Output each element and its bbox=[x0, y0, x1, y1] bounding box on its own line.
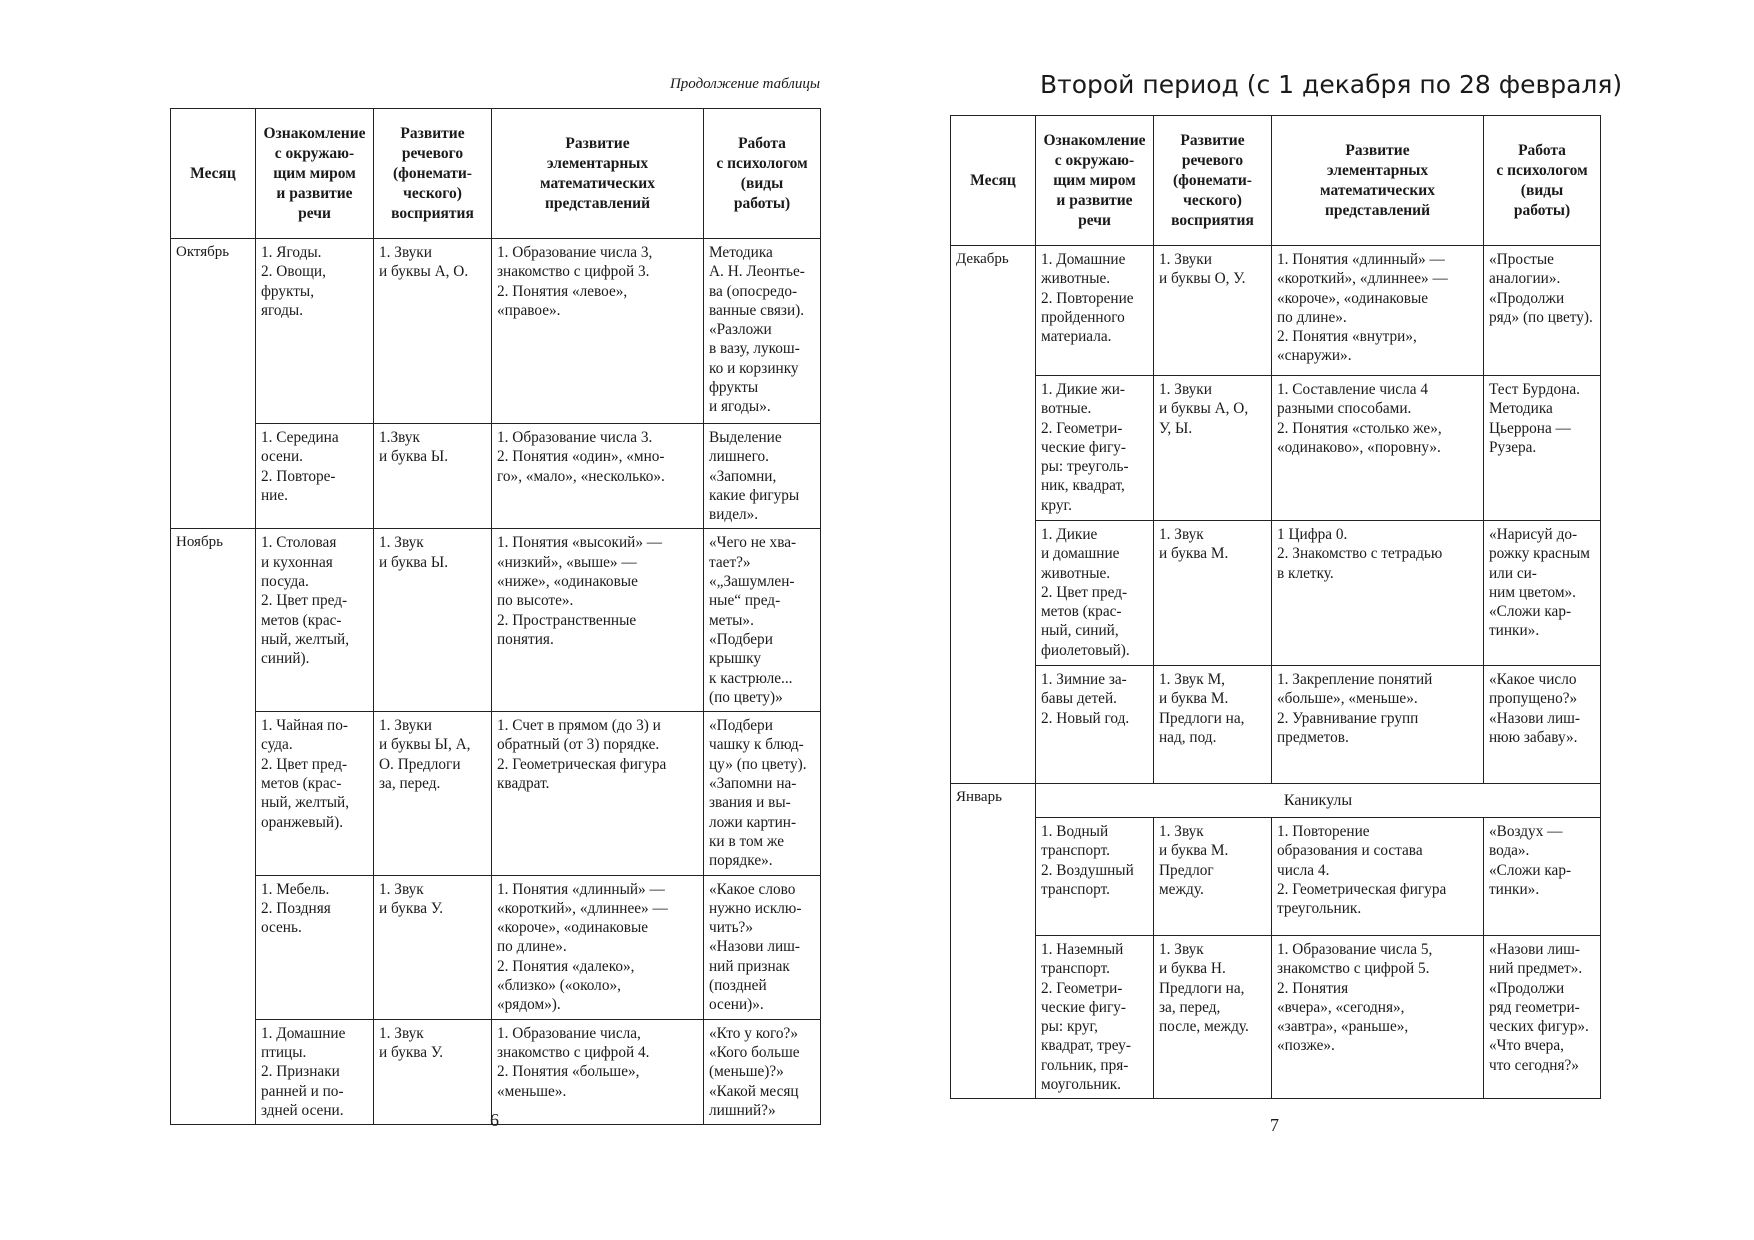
table-row bbox=[171, 529, 821, 712]
phonemic-cell: 1. Звук и буква Н. Предлоги на, за, перед, после, между. bbox=[1154, 936, 1272, 1099]
world-cell: 1. Дикие жи- вотные. 2. Геометри- ческие фигу- ры: треуголь- ник, квадрат, круг. bbox=[1036, 376, 1154, 521]
header-math: Развитие элементарных математических представлений bbox=[1272, 116, 1484, 246]
header-phonemic: Развитие речевого (фонемати- ческого) восприятия bbox=[374, 109, 492, 239]
psych-cell: «Какое слово нужно исклю- чить?» «Назови лиш- ний признак (поздней осени)». bbox=[704, 875, 821, 1019]
phonemic-cell: 1. Звуки и буквы А, О, У, Ы. bbox=[1154, 376, 1272, 521]
math-cell: 1 Цифра 0. 2. Знакомство с тетрадью в клетку. bbox=[1272, 521, 1484, 666]
psych-cell: Методика А. Н. Леонтье- ва (опосредо- ванные связи). «Разложи в вазу, лукош- ко и корзинку фрукты и ягоды». bbox=[704, 239, 821, 424]
month-cell: Январь bbox=[951, 784, 1036, 1099]
math-cell: 1. Составление числа 4 разными способами. 2. Понятия «столько же», «одинаково», «поровну». bbox=[1272, 376, 1484, 521]
math-cell: 1. Понятия «длинный» — «короткий», «длиннее» — «короче», «одинаковые по длине». 2. Понятия «далеко», «близко» («около», «рядом»). bbox=[492, 875, 704, 1019]
psych-cell: «Воздух — вода». «Сложи кар- тинки». bbox=[1484, 818, 1601, 936]
phonemic-cell: 1. Звуки и буквы О, У. bbox=[1154, 246, 1272, 376]
phonemic-cell: 1. Звук и буква У. bbox=[374, 1019, 492, 1124]
header-world: Ознакомление с окружаю- щим миром и развитие речи bbox=[256, 109, 374, 239]
page-number: 7 bbox=[1270, 1115, 1279, 1135]
header-math: Развитие элементарных математических представлений bbox=[492, 109, 704, 239]
plan-table-left bbox=[170, 108, 821, 1125]
plan-table-right bbox=[950, 115, 1601, 1099]
math-cell: 1. Образование числа 3, знакомство с цифрой 3. 2. Понятия «левое», «правое». bbox=[492, 239, 704, 424]
math-cell: 1. Счет в прямом (до 3) и обратный (от 3) порядке. 2. Геометрическая фигура квадрат. bbox=[492, 712, 704, 875]
table-row bbox=[951, 521, 1601, 666]
month-cell: Октябрь bbox=[171, 239, 256, 529]
phonemic-cell: 1. Звук и буква М. Предлог между. bbox=[1154, 818, 1272, 936]
psych-cell: Тест Бурдона. Методика Цьеррона — Рузера. bbox=[1484, 376, 1601, 521]
table-row bbox=[171, 712, 821, 875]
page-number: 6 bbox=[490, 1110, 499, 1130]
phonemic-cell: 1. Звук М, и буква М. Предлоги на, над, под. bbox=[1154, 666, 1272, 784]
header-month: Месяц bbox=[171, 109, 256, 239]
table-row bbox=[951, 666, 1601, 784]
header-row bbox=[951, 116, 1601, 246]
world-cell: 1. Дикие и домашние животные. 2. Цвет пред- метов (крас- ный, синий, фиолетовый). bbox=[1036, 521, 1154, 666]
math-cell: 1. Образование числа 5, знакомство с цифрой 5. 2. Понятия «вчера», «сегодня», «завтра», «раньше», «позже». bbox=[1272, 936, 1484, 1099]
math-cell: 1. Повторение образования и состава числа 4. 2. Геометрическая фигура треугольник. bbox=[1272, 818, 1484, 936]
world-cell: 1. Домашние животные. 2. Повторение пройденного материала. bbox=[1036, 246, 1154, 376]
table-row bbox=[951, 818, 1601, 936]
header-phonemic: Развитие речевого (фонемати- ческого) восприятия bbox=[1154, 116, 1272, 246]
phonemic-cell: 1. Звуки и буквы А, О. bbox=[374, 239, 492, 424]
continuation-label: Продолжение таблицы bbox=[669, 76, 820, 92]
psych-cell: «Назови лиш- ний предмет». «Продолжи ряд геометри- ческих фигур». «Что вчера, что сегодня?» bbox=[1484, 936, 1601, 1099]
psych-cell: «Нарисуй до- рожку красным или си- ним цветом». «Сложи кар- тинки». bbox=[1484, 521, 1601, 666]
phonemic-cell: 1. Звук и буква М. bbox=[1154, 521, 1272, 666]
psych-cell: «Простые аналогии». «Продолжи ряд» (по цвету). bbox=[1484, 246, 1601, 376]
table-row bbox=[951, 246, 1601, 376]
math-cell: 1. Образование числа 3. 2. Понятия «один», «мно- го», «мало», «несколько». bbox=[492, 424, 704, 529]
psych-cell: Выделение лишнего. «Запомни, какие фигуры видел». bbox=[704, 424, 821, 529]
table-row bbox=[171, 1019, 821, 1124]
header-row bbox=[171, 109, 821, 239]
math-cell: 1. Образование числа, знакомство с цифрой 4. 2. Понятия «больше», «меньше». bbox=[492, 1019, 704, 1124]
table-row bbox=[171, 424, 821, 529]
header-psych: Работа с психологом (виды работы) bbox=[1484, 116, 1601, 246]
math-cell: 1. Понятия «длинный» — «короткий», «длиннее» — «короче», «одинаковые по длине». 2. Понятия «внутри», «снаружи». bbox=[1272, 246, 1484, 376]
header-month: Месяц bbox=[951, 116, 1036, 246]
phonemic-cell: 1. Звук и буква У. bbox=[374, 875, 492, 1019]
month-cell: Ноябрь bbox=[171, 529, 256, 1125]
world-cell: 1. Мебель. 2. Поздняя осень. bbox=[256, 875, 374, 1019]
table-row bbox=[171, 875, 821, 1019]
psych-cell: «Какое число пропущено?» «Назови лиш- нюю забаву». bbox=[1484, 666, 1601, 784]
phonemic-cell: 1. Звуки и буквы Ы, А, О. Предлоги за, перед. bbox=[374, 712, 492, 875]
header-world: Ознакомление с окружаю- щим миром и развитие речи bbox=[1036, 116, 1154, 246]
world-cell: 1. Чайная по- суда. 2. Цвет пред- метов (крас- ный, желтый, оранжевый). bbox=[256, 712, 374, 875]
world-cell: 1. Наземный транспорт. 2. Геометри- ческие фигу- ры: круг, квадрат, треу- гольник, пря- моугольник. bbox=[1036, 936, 1154, 1099]
month-cell: Декабрь bbox=[951, 246, 1036, 784]
table-row bbox=[951, 376, 1601, 521]
world-cell: 1. Ягоды. 2. Овощи, фрукты, ягоды. bbox=[256, 239, 374, 424]
math-cell: 1. Понятия «высокий» — «низкий», «выше» — «ниже», «одинаковые по высоте». 2. Пространственные понятия. bbox=[492, 529, 704, 712]
table-row bbox=[951, 936, 1601, 1099]
math-cell: 1. Закрепление понятий «больше», «меньше». 2. Уравнивание групп предметов. bbox=[1272, 666, 1484, 784]
header-psych: Работа с психологом (виды работы) bbox=[704, 109, 821, 239]
psych-cell: «Кто у кого?» «Кого больше (меньше)?» «Какой месяц лишний?» bbox=[704, 1019, 821, 1124]
world-cell: 1. Домашние птицы. 2. Признаки ранней и по- здней осени. bbox=[256, 1019, 374, 1124]
table-row bbox=[951, 784, 1601, 818]
world-cell: 1. Столовая и кухонная посуда. 2. Цвет пред- метов (крас- ный, желтый, синий). bbox=[256, 529, 374, 712]
world-cell: 1. Середина осени. 2. Повторе- ние. bbox=[256, 424, 374, 529]
world-cell: 1. Зимние за- бавы детей. 2. Новый год. bbox=[1036, 666, 1154, 784]
holiday-cell: Каникулы bbox=[1036, 784, 1601, 818]
table-row bbox=[171, 239, 821, 424]
period-title: Второй период (с 1 декабря по 28 февраля) bbox=[1040, 70, 1623, 99]
world-cell: 1. Водный транспорт. 2. Воздушный транспорт. bbox=[1036, 818, 1154, 936]
phonemic-cell: 1. Звук и буква Ы. bbox=[374, 529, 492, 712]
phonemic-cell: 1.Звук и буква Ы. bbox=[374, 424, 492, 529]
psych-cell: «Чего не хва- тает?» «„Зашумлен- ные“ пред- меты». «Подбери крышку к кастрюле... (по цвету)» bbox=[704, 529, 821, 712]
psych-cell: «Подбери чашку к блюд- цу» (по цвету). «Запомни на- звания и вы- ложи картин- ки в том же порядке». bbox=[704, 712, 821, 875]
